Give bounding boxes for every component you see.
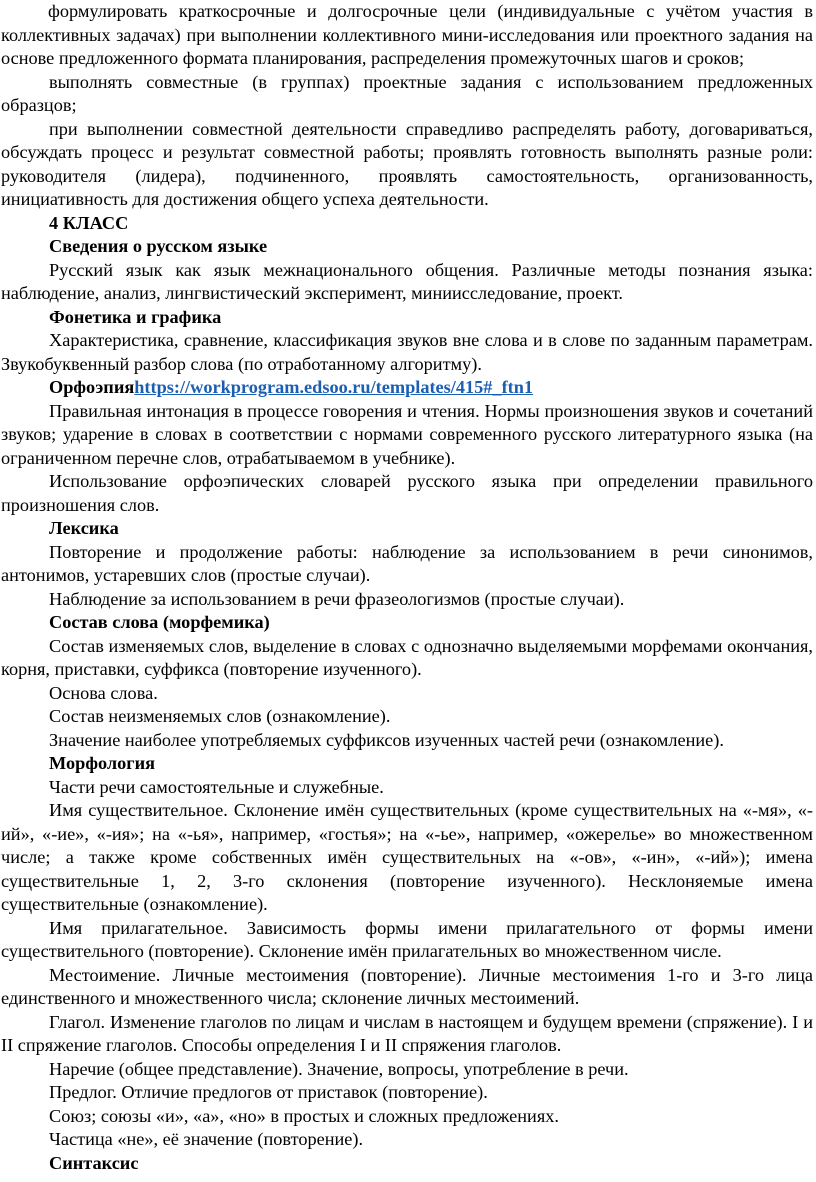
paragraph-group-tasks: выполнять совместные (в группах) проектные задания с использованием предложенных образцов; xyxy=(1,71,813,115)
paragraph-word-stem: Основа слова. xyxy=(49,682,158,703)
paragraph-particle: Частица «не», её значение (повторение). xyxy=(49,1129,364,1149)
heading-phonetics: Фонетика и графика xyxy=(49,306,222,327)
paragraph-adjective: Имя прилагательное. Зависимость формы имени прилагательного от формы имени существительного (повторение). Склонение имён прилагательных во множественном числе. xyxy=(1,917,813,961)
heading-language-info: Сведения о русском языке xyxy=(49,236,268,256)
paragraph-adverb: Наречие (общее представление). Значение, вопросы, употребление в речи. xyxy=(49,1058,629,1079)
heading-orthoepy-label: Орфоэпия xyxy=(49,377,135,397)
paragraph-lexicon-synonyms: Повторение и продолжение работы: наблюдение за использованием в речи синонимов, антонимов, устаревших слов (простые случаи). xyxy=(1,541,813,585)
paragraph-orthoepy-norms: Правильная интонация в процессе говорения и чтения. Нормы произношения звуков и сочетаний звуков; ударение в словах в соответствии с нормами современного русского литературного языка (на ограниченном перечне слов, отрабатываемом в учебнике). xyxy=(1,400,813,468)
heading-morphology: Морфология xyxy=(49,753,155,773)
paragraph-invariable-words: Состав неизменяемых слов (ознакомление). xyxy=(49,706,391,726)
heading-orthoepy xyxy=(1,376,813,400)
paragraph-goals: формулировать краткосрочные и долгосрочные цели (индивидуальные с учётом участия в коллективных задачах) при выполнении коллективного мини-исследования или проектного задания на основе предложенного формата планирования, распределения промежуточных шагов и сроков; xyxy=(1,1,813,68)
paragraph-phonetics: Характеристика, сравнение, классификация звуков вне слова и в слове по заданным параметрам. Звукобуквенный разбор слова (по отработанному алгоритму). xyxy=(1,330,813,374)
heading-morphemics: Состав слова (морфемика) xyxy=(49,612,270,632)
heading-lexicon: Лексика xyxy=(49,518,119,538)
paragraph-orthoepy-dictionaries: Использование орфоэпических словарей русского языка при определении правильного произношения слов. xyxy=(1,471,813,515)
paragraph-pronoun: Местоимение. Личные местоимения (повторение). Личные местоимения 1-го и 3-го лица единственного и множественного числа; склонение личных местоимений. xyxy=(1,964,813,1008)
paragraph-joint-activity: при выполнении совместной деятельности справедливо распределять работу, договариваться, обсуждать процесс и результат совместной работы; проявлять готовность выполнять разные роли: руководителя (лидера), подчиненного, проявлять самостоятельность, организованность, инициативность для достижения общего успеха деятельности. xyxy=(1,118,813,209)
paragraph-language-info: Русский язык как язык межнационального общения. Различные методы познания языка: наблюдение, анализ, лингвистический эксперимент, миниисследование, проект. xyxy=(1,259,813,303)
paragraph-conjunction: Союз; союзы «и», «а», «но» в простых и сложных предложениях. xyxy=(49,1105,559,1126)
paragraph-preposition: Предлог. Отличие предлогов от приставок (повторение). xyxy=(49,1082,488,1102)
paragraph-morphemes: Состав изменяемых слов, выделение в словах с однозначно выделяемыми морфемами окончания, корня, приставки, суффикса (повторение изученного). xyxy=(1,635,813,679)
paragraph-noun: Имя существительное. Склонение имён существительных (кроме существительных на «-мя», «-ий», «-ие», «-ия»; на «-ья», например, «гостья»; на «-ье», например, «ожерелье» во множественном числе; а также кроме собственных имён существительных на «-ов», «-ин», «-ий»); имена существительные 1, 2, 3-го склонения (повторение изученного). Несклоняемые имена существительные (ознакомление). xyxy=(1,800,813,914)
orthoepy-footnote-link[interactable]: https://workprogram.edsoo.ru/templates/415#_ftn1 xyxy=(134,377,534,397)
paragraph-verb: Глагол. Изменение глаголов по лицам и числам в настоящем и будущем времени (спряжение). I и II спряжение глаголов. Способы определения I и II спряжения глаголов. xyxy=(1,1011,813,1055)
heading-syntax: Синтаксис xyxy=(49,1152,139,1173)
paragraph-parts-of-speech: Части речи самостоятельные и служебные. xyxy=(49,776,384,797)
heading-grade-4: 4 КЛАСС xyxy=(49,212,129,233)
paragraph-suffixes: Значение наиболее употребляемых суффиксов изученных частей речи (ознакомление). xyxy=(49,729,724,750)
paragraph-lexicon-idioms: Наблюдение за использованием в речи фразеологизмов (простые случаи). xyxy=(49,588,625,609)
